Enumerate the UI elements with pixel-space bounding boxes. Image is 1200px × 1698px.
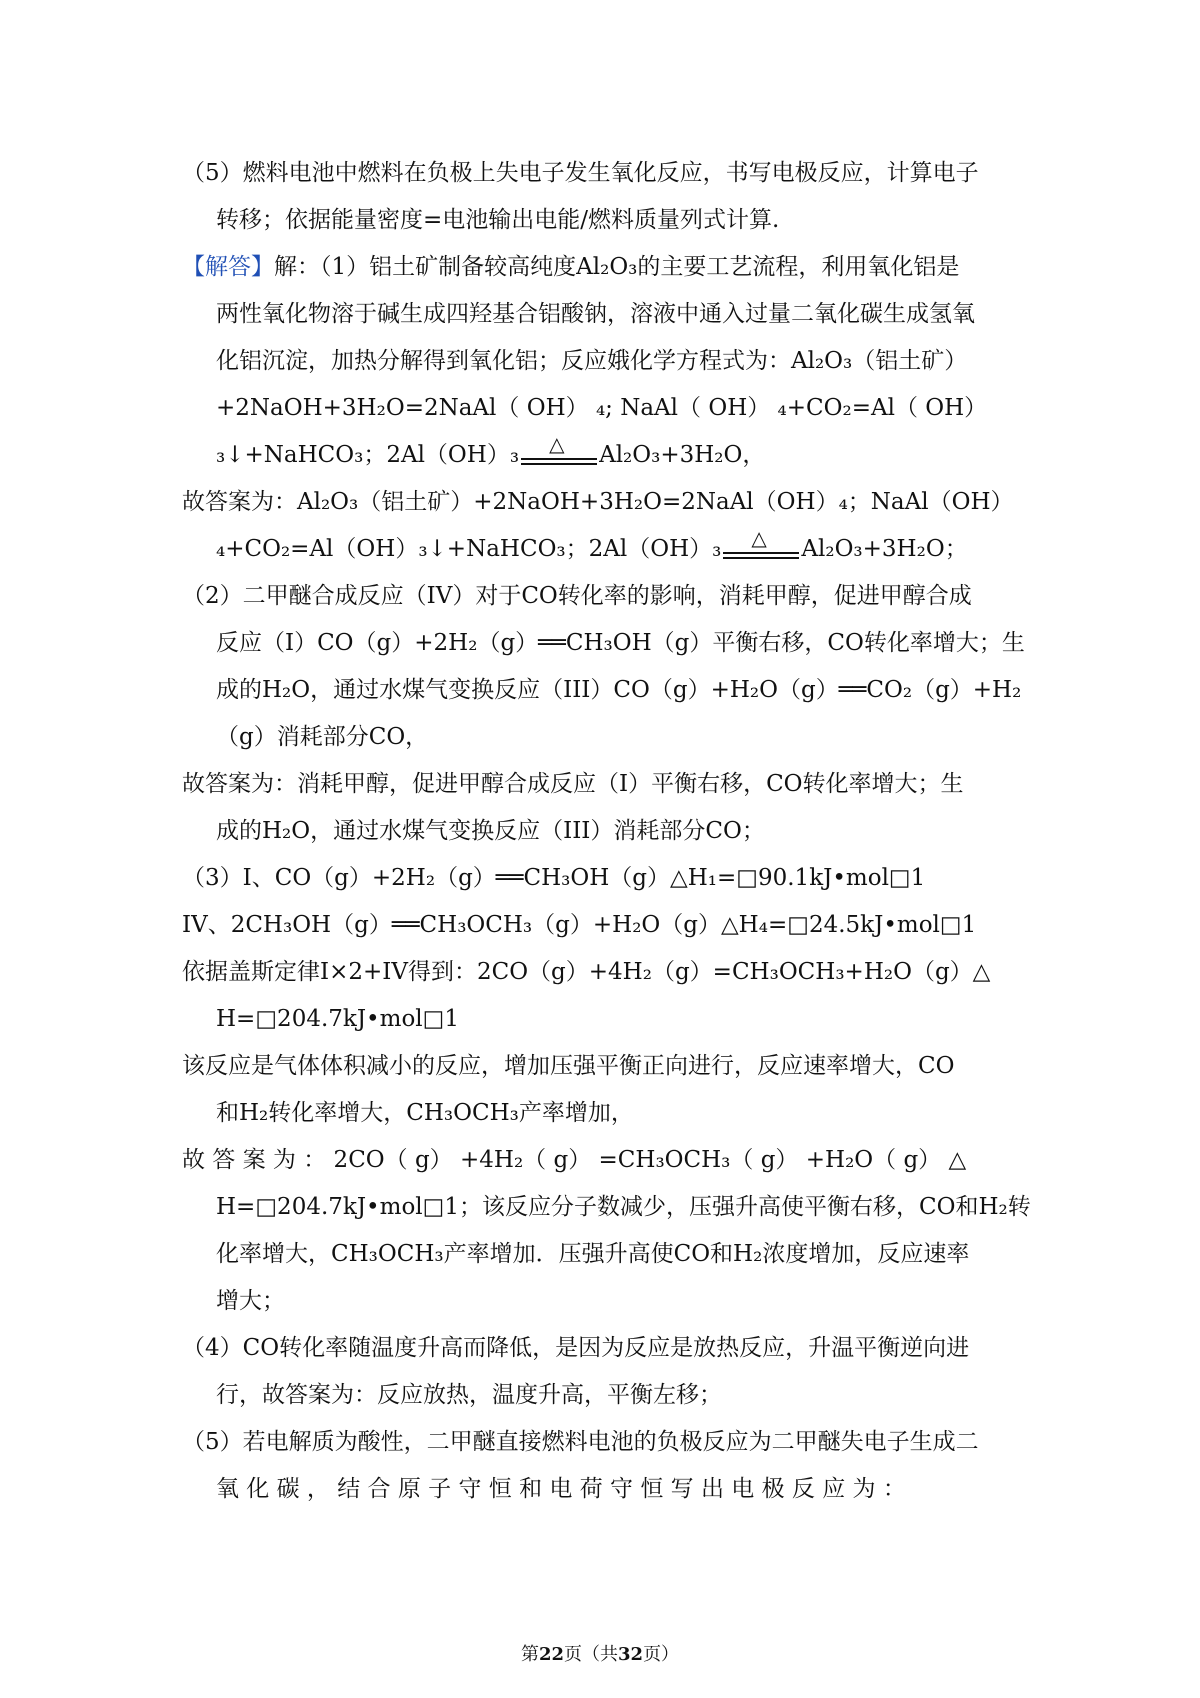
line-text: 故 答 案 为 ： 2CO（ g） +4H₂（ g） =CH₃OCH₃（ g） +H₂O（ g） △	[182, 1147, 967, 1173]
text-line	[182, 291, 1032, 338]
text-line	[182, 1419, 1032, 1466]
line-text: ₄+CO₂=Al（OH）₃↓+NaHCO₃；2Al（OH）₃	[216, 536, 722, 562]
line-text: 转移；依据能量密度=电池输出电能/燃料质量列式计算.	[216, 207, 780, 233]
line-text: （4）CO转化率随温度升高而降低，是因为反应是放热反应，升温平衡逆向进	[182, 1335, 970, 1361]
line-text: 成的H₂O，通过水煤气变换反应（III）CO（g）+H₂O（g）══CO₂（g）+H₂	[216, 677, 1022, 703]
equation-line	[182, 432, 1032, 479]
line-text: （g）消耗部分CO，	[216, 724, 429, 750]
footer-mid: 页（共	[564, 1644, 618, 1665]
line-text: 依据盖斯定律I×2+IV得到：2CO（g）+4H₂（g）=CH₃OCH₃+H₂O（g）△	[182, 959, 991, 985]
page-footer	[0, 1640, 1200, 1666]
line-text: 成的H₂O，通过水煤气变换反应（III）消耗部分CO；	[216, 818, 765, 844]
text-line	[182, 338, 1032, 385]
text-line	[182, 996, 1032, 1043]
line-text: IV、2CH₃OH（g）══CH₃OCH₃（g）+H₂O（g）△H₄=□24.5kJ•mol□1	[182, 912, 977, 938]
answer-line	[182, 244, 1032, 291]
page-number: 22	[538, 1644, 564, 1665]
text-line	[182, 808, 1032, 855]
document-body	[182, 150, 1032, 1513]
line-text: +2NaOH+3H₂O=2NaAl（ OH） ₄; NaAl（ OH） ₄+CO₂=Al（ OH）	[216, 395, 988, 421]
answer-tag: 【解答】	[182, 254, 274, 280]
line-text: Al₂O₃+3H₂O，	[599, 442, 766, 468]
line-text: H=□204.7kJ•mol□1；该反应分子数减少，压强升高使平衡右移，CO和H₂转	[216, 1194, 1031, 1220]
equation-line	[182, 526, 1032, 573]
line-text: 故答案为：Al₂O₃（铝土矿）+2NaOH+3H₂O=2NaAl（OH）₄；NaAl（OH）	[182, 489, 1014, 515]
text-line	[182, 949, 1032, 996]
line-text: 化铝沉淀，加热分解得到氧化铝；反应娥化学方程式为：Al₂O₃（铝土矿）	[216, 348, 968, 374]
line-text: 解：（1）铝土矿制备较高纯度Al₂O₃的主要工艺流程，利用氧化铝是	[274, 254, 960, 280]
total-pages: 32	[618, 1644, 644, 1665]
text-line	[182, 1325, 1032, 1372]
text-line	[182, 1043, 1032, 1090]
text-line	[182, 573, 1032, 620]
line-text: （2）二甲醚合成反应（IV）对于CO转化率的影响，消耗甲醇，促进甲醇合成	[182, 583, 972, 609]
text-line	[182, 902, 1032, 949]
line-text: 和H₂转化率增大，CH₃OCH₃产率增加，	[216, 1100, 634, 1126]
text-line	[182, 620, 1032, 667]
heat-arrow-icon	[723, 526, 799, 560]
line-text: （3）I、CO（g）+2H₂（g）══CH₃OH（g）△H₁=□90.1kJ•mol□1	[182, 865, 926, 891]
line-text: 反应（I）CO（g）+2H₂（g）══CH₃OH（g）平衡右移，CO转化率增大；生	[216, 630, 1025, 656]
text-line	[182, 855, 1032, 902]
text-line	[182, 1184, 1032, 1231]
line-text: 氧 化 碳 ， 结 合 原 子 守 恒 和 电 荷 守 恒 写 出 电 极 反 应 为 ：	[216, 1476, 906, 1502]
text-line	[182, 1278, 1032, 1325]
line-text: 两性氧化物溶于碱生成四羟基合铝酸钠，溶液中通入过量二氧化碳生成氢氧	[216, 301, 975, 327]
text-line	[182, 1090, 1032, 1137]
text-line	[182, 150, 1032, 197]
heat-symbol: △	[751, 526, 767, 550]
line-text: H=□204.7kJ•mol□1	[216, 1006, 460, 1032]
text-line	[182, 1372, 1032, 1419]
text-line	[182, 667, 1032, 714]
line-text: 化率增大，CH₃OCH₃产率增加．压强升高使CO和H₂浓度增加，反应速率	[216, 1241, 970, 1267]
line-text: 行，故答案为：反应放热，温度升高，平衡左移；	[216, 1382, 722, 1408]
text-line	[182, 714, 1032, 761]
footer-suffix: 页）	[643, 1644, 680, 1665]
line-text: 故答案为：消耗甲醇，促进甲醇合成反应（I）平衡右移，CO转化率增大；生	[182, 771, 964, 797]
text-line	[182, 1466, 1032, 1513]
footer-prefix: 第	[520, 1644, 539, 1665]
text-line	[182, 761, 1032, 808]
text-line	[182, 197, 1032, 244]
text-line	[182, 1137, 1032, 1184]
line-text: （5）若电解质为酸性，二甲醚直接燃料电池的负极反应为二甲醚失电子生成二	[182, 1429, 979, 1455]
text-line	[182, 385, 1032, 432]
heat-symbol: △	[549, 432, 565, 456]
line-text: Al₂O₃+3H₂O；	[801, 536, 968, 562]
line-text: ₃↓+NaHCO₃；2Al（OH）₃	[216, 442, 520, 468]
text-line	[182, 479, 1032, 526]
line-text: 增大；	[216, 1288, 285, 1314]
text-line	[182, 1231, 1032, 1278]
line-text: 该反应是气体体积减小的反应，增加压强平衡正向进行，反应速率增大，CO	[182, 1053, 955, 1079]
line-text: （5）燃料电池中燃料在负极上失电子发生氧化反应，书写电极反应，计算电子	[182, 160, 979, 186]
heat-arrow-icon	[521, 432, 597, 466]
